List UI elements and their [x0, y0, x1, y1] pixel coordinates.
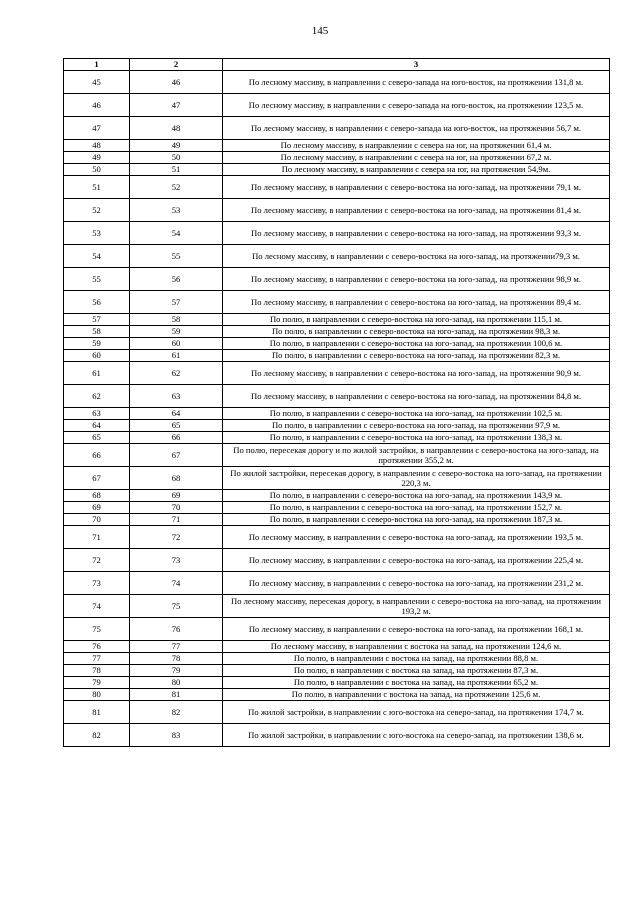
description-cell: По лесному массиву, в направлении с северо-запада на юго-восток, на протяжении 56,7 м.: [223, 117, 610, 140]
table-row: [64, 502, 610, 514]
point-from-cell: 53: [64, 222, 130, 245]
description-cell: По полю, пересекая дорогу и по жилой застройки, в направлении с северо-востока на юго-запад, на протяжении 355,2 м.: [223, 444, 610, 467]
point-from-cell: 60: [64, 350, 130, 362]
point-from-cell: 69: [64, 502, 130, 514]
point-from-cell: 48: [64, 140, 130, 152]
table-row: [64, 164, 610, 176]
point-to-cell: 76: [130, 618, 223, 641]
table-header: [64, 59, 610, 71]
table-header-row: [64, 59, 610, 71]
point-to-cell: 46: [130, 71, 223, 94]
point-to-cell: 71: [130, 514, 223, 526]
point-to-cell: 75: [130, 595, 223, 618]
table-row: [64, 653, 610, 665]
table-row: [64, 71, 610, 94]
column-header-point-to: 2: [130, 59, 223, 71]
table-row: [64, 408, 610, 420]
table-row: [64, 94, 610, 117]
point-to-cell: 65: [130, 420, 223, 432]
point-to-cell: 82: [130, 701, 223, 724]
table-row: [64, 268, 610, 291]
point-to-cell: 70: [130, 502, 223, 514]
point-from-cell: 79: [64, 677, 130, 689]
description-cell: По полю, в направлении с востока на запад, на протяжении 125,6 м.: [223, 689, 610, 701]
point-to-cell: 63: [130, 385, 223, 408]
description-cell: По полю, в направлении с северо-востока на юго-запад, на протяжении 152,7 м.: [223, 502, 610, 514]
point-from-cell: 82: [64, 724, 130, 747]
table-row: [64, 677, 610, 689]
point-to-cell: 74: [130, 572, 223, 595]
description-cell: По полю, в направлении с северо-востока на юго-запад, на протяжении 115,1 м.: [223, 314, 610, 326]
description-cell: По лесному массиву, в направлении с северо-востока на юго-запад, на протяжении79,3 м.: [223, 245, 610, 268]
description-cell: По лесному массиву, в направлении с северо-востока на юго-запад, на протяжении 193,5 м.: [223, 526, 610, 549]
table-row: [64, 245, 610, 268]
description-cell: По лесному массиву, в направлении с северо-востока на юго-запад, на протяжении 98,9 м.: [223, 268, 610, 291]
description-cell: По полю, в направлении с востока на запад, на протяжении 88,8 м.: [223, 653, 610, 665]
description-cell: По полю, в направлении с северо-востока на юго-запад, на протяжении 143,9 м.: [223, 490, 610, 502]
table-row: [64, 117, 610, 140]
point-to-cell: 59: [130, 326, 223, 338]
point-from-cell: 55: [64, 268, 130, 291]
point-from-cell: 76: [64, 641, 130, 653]
description-cell: По лесному массиву, в направлении с северо-востока на юго-запад, на протяжении 168,1 м.: [223, 618, 610, 641]
description-cell: По лесному массиву, в направлении с северо-востока на юго-запад, на протяжении 89,4 м.: [223, 291, 610, 314]
description-cell: По полю, в направлении с северо-востока на юго-запад, на протяжении 98,3 м.: [223, 326, 610, 338]
table-row: [64, 199, 610, 222]
table-row: [64, 432, 610, 444]
point-from-cell: 67: [64, 467, 130, 490]
point-from-cell: 58: [64, 326, 130, 338]
description-cell: По лесному массиву, в направлении с северо-востока на юго-запад, на протяжении 81,4 м.: [223, 199, 610, 222]
point-to-cell: 61: [130, 350, 223, 362]
point-to-cell: 77: [130, 641, 223, 653]
table-row: [64, 641, 610, 653]
point-from-cell: 66: [64, 444, 130, 467]
point-from-cell: 72: [64, 549, 130, 572]
table-row: [64, 526, 610, 549]
point-to-cell: 67: [130, 444, 223, 467]
point-to-cell: 68: [130, 467, 223, 490]
point-to-cell: 50: [130, 152, 223, 164]
table-row: [64, 724, 610, 747]
description-cell: По полю, в направлении с северо-востока на юго-запад, на протяжении 82,3 м.: [223, 350, 610, 362]
point-to-cell: 58: [130, 314, 223, 326]
table-row: [64, 444, 610, 467]
point-from-cell: 49: [64, 152, 130, 164]
table-row: [64, 665, 610, 677]
description-cell: По лесному массиву, в направлении с северо-востока на юго-запад, на протяжении 90,9 м.: [223, 362, 610, 385]
table-row: [64, 701, 610, 724]
table-row: [64, 595, 610, 618]
point-to-cell: 52: [130, 176, 223, 199]
description-cell: По жилой застройки, в направлении с юго-востока на северо-запад, на протяжении 174,7 м.: [223, 701, 610, 724]
description-cell: По жилой застройки, в направлении с юго-востока на северо-запад, на протяжении 138,6 м.: [223, 724, 610, 747]
table-row: [64, 689, 610, 701]
point-from-cell: 51: [64, 176, 130, 199]
point-to-cell: 49: [130, 140, 223, 152]
description-cell: По лесному массиву, в направлении с северо-востока на юго-запад, на протяжении 231,2 м.: [223, 572, 610, 595]
description-cell: По полю, в направлении с северо-востока на юго-запад, на протяжении 100,6 м.: [223, 338, 610, 350]
point-to-cell: 83: [130, 724, 223, 747]
description-cell: По полю, в направлении с северо-востока на юго-запад, на протяжении 138,3 м.: [223, 432, 610, 444]
point-to-cell: 54: [130, 222, 223, 245]
point-to-cell: 56: [130, 268, 223, 291]
point-to-cell: 53: [130, 199, 223, 222]
table-row: [64, 572, 610, 595]
point-from-cell: 65: [64, 432, 130, 444]
point-from-cell: 64: [64, 420, 130, 432]
boundary-description-table: [63, 58, 610, 747]
description-cell: По лесному массиву, в направлении с севера на юг, на протяжении 67,2 м.: [223, 152, 610, 164]
table-row: [64, 140, 610, 152]
point-to-cell: 64: [130, 408, 223, 420]
description-cell: По лесному массиву, в направлении с северо-востока на юго-запад, на протяжении 84,8 м.: [223, 385, 610, 408]
point-to-cell: 69: [130, 490, 223, 502]
point-from-cell: 62: [64, 385, 130, 408]
table-row: [64, 152, 610, 164]
point-to-cell: 57: [130, 291, 223, 314]
table-row: [64, 618, 610, 641]
column-header-description: 3: [223, 59, 610, 71]
table-row: [64, 420, 610, 432]
point-from-cell: 61: [64, 362, 130, 385]
description-cell: По полю, в направлении с северо-востока на юго-запад, на протяжении 102,5 м.: [223, 408, 610, 420]
point-from-cell: 73: [64, 572, 130, 595]
point-to-cell: 81: [130, 689, 223, 701]
table-row: [64, 362, 610, 385]
point-to-cell: 48: [130, 117, 223, 140]
point-to-cell: 62: [130, 362, 223, 385]
point-from-cell: 68: [64, 490, 130, 502]
point-to-cell: 60: [130, 338, 223, 350]
description-cell: По лесному массиву, в направлении с севера на юг, на протяжении 61,4 м.: [223, 140, 610, 152]
description-cell: По жилой застройки, пересекая дорогу, в направлении с северо-востока на юго-запад, на протяжении 220,3 м.: [223, 467, 610, 490]
description-cell: По лесному массиву, в направлении с северо-востока на юго-запад, на протяжении 79,1 м.: [223, 176, 610, 199]
description-cell: По лесному массиву, пересекая дорогу, в направлении с северо-востока на юго-запад, на протяжении 193,2 м.: [223, 595, 610, 618]
point-to-cell: 80: [130, 677, 223, 689]
description-cell: По лесному массиву, в направлении с северо-востока на юго-запад, на протяжении 225,4 м.: [223, 549, 610, 572]
description-cell: По лесному массиву, в направлении с северо-запада на юго-восток, на протяжении 131,8 м.: [223, 71, 610, 94]
table-row: [64, 222, 610, 245]
point-from-cell: 75: [64, 618, 130, 641]
table-row: [64, 467, 610, 490]
table-row: [64, 314, 610, 326]
point-from-cell: 80: [64, 689, 130, 701]
description-cell: По полю, в направлении с северо-востока на юго-запад, на протяжении 187,3 м.: [223, 514, 610, 526]
point-from-cell: 74: [64, 595, 130, 618]
table-row: [64, 176, 610, 199]
point-to-cell: 72: [130, 526, 223, 549]
point-from-cell: 46: [64, 94, 130, 117]
point-to-cell: 78: [130, 653, 223, 665]
description-cell: По лесному массиву, в направлении с северо-востока на юго-запад, на протяжении 93,3 м.: [223, 222, 610, 245]
point-to-cell: 73: [130, 549, 223, 572]
description-cell: По лесному массиву, в направлении с востока на запад, на протяжении 124,6 м.: [223, 641, 610, 653]
table-row: [64, 549, 610, 572]
point-from-cell: 71: [64, 526, 130, 549]
point-from-cell: 54: [64, 245, 130, 268]
table-row: [64, 514, 610, 526]
point-from-cell: 45: [64, 71, 130, 94]
point-from-cell: 57: [64, 314, 130, 326]
description-cell: По полю, в направлении с северо-востока на юго-запад, на протяжении 97,9 м.: [223, 420, 610, 432]
table-row: [64, 350, 610, 362]
point-from-cell: 63: [64, 408, 130, 420]
point-from-cell: 56: [64, 291, 130, 314]
point-from-cell: 81: [64, 701, 130, 724]
point-to-cell: 51: [130, 164, 223, 176]
page-number: 145: [311, 25, 329, 37]
point-from-cell: 50: [64, 164, 130, 176]
description-cell: По полю, в направлении с востока на запад, на протяжении 65,2 м.: [223, 677, 610, 689]
table-row: [64, 490, 610, 502]
point-from-cell: 77: [64, 653, 130, 665]
table-row: [64, 385, 610, 408]
point-to-cell: 66: [130, 432, 223, 444]
column-header-point-from: 1: [64, 59, 130, 71]
description-cell: По полю, в направлении с востока на запад, на протяжении 87,3 м.: [223, 665, 610, 677]
table-row: [64, 291, 610, 314]
point-to-cell: 79: [130, 665, 223, 677]
table-row: [64, 338, 610, 350]
point-from-cell: 47: [64, 117, 130, 140]
point-from-cell: 52: [64, 199, 130, 222]
table-body: [64, 71, 610, 747]
point-from-cell: 59: [64, 338, 130, 350]
description-cell: По лесному массиву, в направлении с северо-запада на юго-восток, на протяжении 123,5 м.: [223, 94, 610, 117]
point-from-cell: 70: [64, 514, 130, 526]
description-cell: По лесному массиву, в направлении с севера на юг, на протяжении 54,9м.: [223, 164, 610, 176]
table-row: [64, 326, 610, 338]
point-to-cell: 55: [130, 245, 223, 268]
point-from-cell: 78: [64, 665, 130, 677]
point-to-cell: 47: [130, 94, 223, 117]
